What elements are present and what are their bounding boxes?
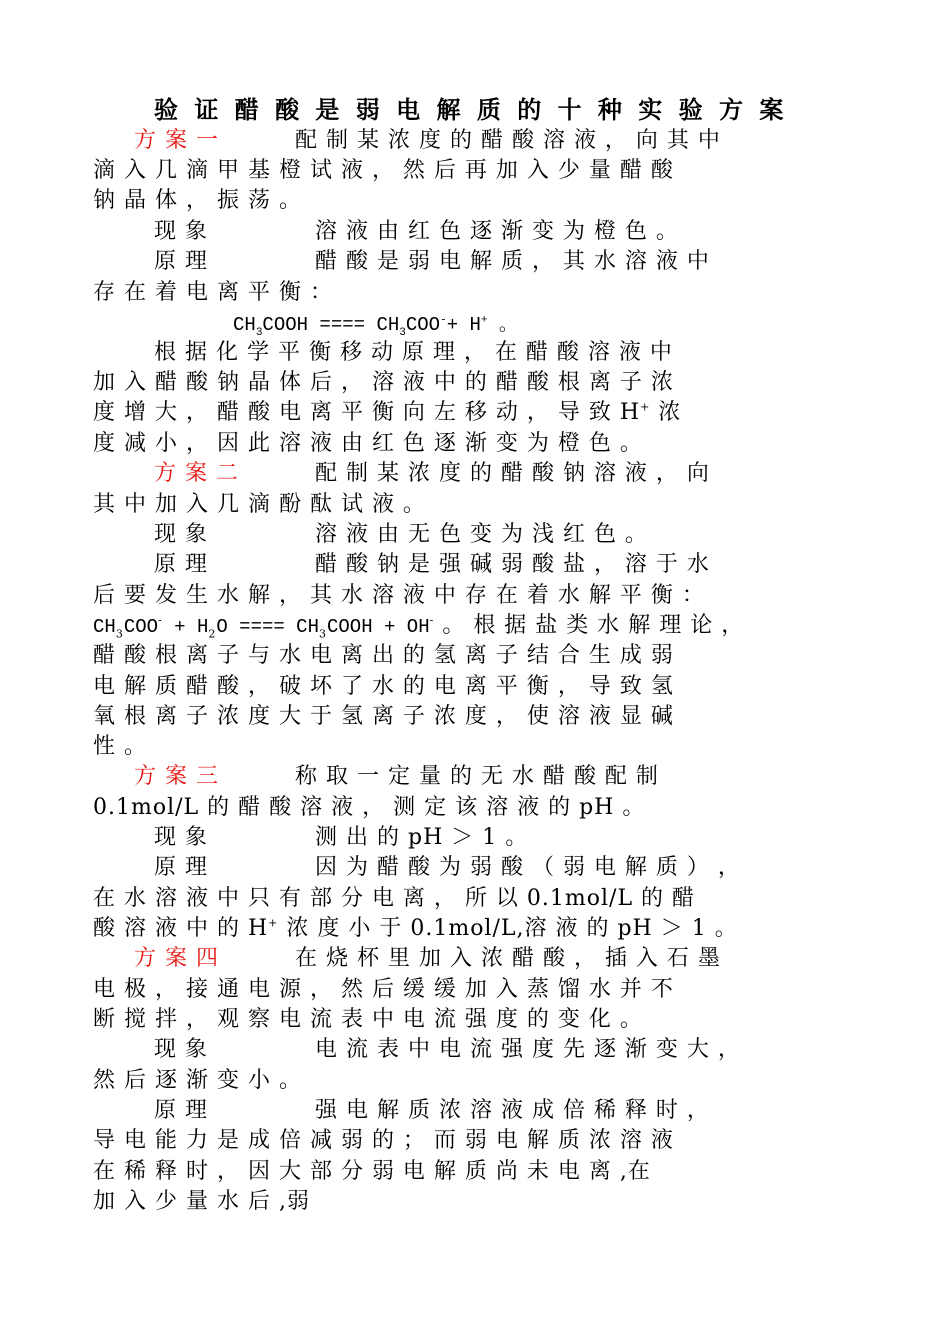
phenomenon-text: 然 后 逐 渐 变 小 。 bbox=[93, 1068, 302, 1093]
principle-text: 度 增 大 ， 醋 酸 电 离 平 衡 向 左 移 动 ， 导 致 H+ 浓 bbox=[93, 400, 682, 425]
principle-text: 酸 溶 液 中 的 H+ 浓 度 小 于 0.1mol/L,溶 液 的 pH ＞ 1 。 bbox=[93, 916, 738, 941]
principle-text: 根 据 化 学 平 衡 移 动 原 理 ， 在 醋 酸 溶 液 中 bbox=[154, 340, 673, 365]
principle-text: 加 入 少 量 水 后 ,弱 bbox=[93, 1189, 310, 1214]
phenomenon-text: 测 出 的 pH ＞ 1 。 bbox=[315, 825, 529, 850]
phenomenon-label: 现 象 bbox=[154, 1037, 208, 1062]
scheme-1-label: 方 案 一 bbox=[134, 128, 219, 153]
principle-text: 强 电 解 质 浓 溶 液 成 倍 稀 释 时 ， bbox=[315, 1098, 710, 1123]
chemical-equation: $CH_3COOH$ ==== $CH_3COO^-+ H^+$ 。 bbox=[233, 314, 518, 339]
phenomenon-text: 溶 液 由 红 色 逐 渐 变 为 橙 色 。 bbox=[315, 219, 679, 244]
principle-text: 后 要 发 生 水 解 ， 其 水 溶 液 中 存 在 着 水 解 平 衡 ： bbox=[93, 583, 705, 608]
document-title: 验 证 醋 酸 是 弱 电 解 质 的 十 种 实 验 方 案 bbox=[154, 95, 788, 124]
principle-label: 原 理 bbox=[154, 552, 208, 577]
scheme-1-text-line: 配 制 某 浓 度 的 醋 酸 溶 液 ， 向 其 中 bbox=[295, 128, 721, 153]
scheme-4-text-line: 断 搅 拌 ， 观 察 电 流 表 中 电 流 强 度 的 变 化 。 bbox=[93, 1007, 643, 1032]
principle-text: 电 解 质 醋 酸 ， 破 坏 了 水 的 电 离 平 衡 ， 导 致 氢 bbox=[93, 674, 674, 699]
scheme-3-text-line: 0.1mol/L 的 醋 酸 溶 液 ， 测 定 该 溶 液 的 pH 。 bbox=[93, 795, 646, 820]
scheme-3-label: 方 案 三 bbox=[134, 764, 219, 789]
scheme-4-text-line: 在 烧 杯 里 加 入 浓 醋 酸 ， 插 入 石 墨 bbox=[295, 946, 721, 971]
scheme-2-text-line: 其 中 加 入 几 滴 酚 酞 试 液 。 bbox=[93, 492, 426, 517]
principle-text: 在 稀 释 时 ， 因 大 部 分 弱 电 解 质 尚 未 电 离 ,在 bbox=[93, 1159, 651, 1184]
scheme-4-label: 方 案 四 bbox=[134, 946, 219, 971]
principle-label: 原 理 bbox=[154, 855, 208, 880]
phenomenon-label: 现 象 bbox=[154, 219, 208, 244]
chemical-equation: $CH_3COO^- + H_2O$ ==== $CH_3COOH + OH^-$ 。 根 据 盐 类 水 解 理 论 ， bbox=[93, 613, 745, 641]
principle-text: 因 为 醋 酸 为 弱 酸 （ 弱 电 解 质 ） ， bbox=[315, 855, 741, 880]
principle-label: 原 理 bbox=[154, 1098, 208, 1123]
principle-text: 氧 根 离 子 浓 度 大 于 氢 离 子 浓 度 ， 使 溶 液 显 碱 bbox=[93, 704, 674, 729]
scheme-1-text-line: 滴 入 几 滴 甲 基 橙 试 液 ， 然 后 再 加 入 少 量 醋 酸 bbox=[93, 158, 674, 183]
principle-text: 导 电 能 力 是 成 倍 减 弱 的 ； 而 弱 电 解 质 浓 溶 液 bbox=[93, 1128, 674, 1153]
principle-text: 加 入 醋 酸 钠 晶 体 后 ， 溶 液 中 的 醋 酸 根 离 子 浓 bbox=[93, 370, 674, 395]
scheme-4-text-line: 电 极 ， 接 通 电 源 ， 然 后 缓 缓 加 入 蒸 馏 水 并 不 bbox=[93, 977, 674, 1002]
phenomenon-text: 电 流 表 中 电 流 强 度 先 逐 渐 变 大 ， bbox=[315, 1037, 741, 1062]
principle-text: 醋 酸 是 弱 电 解 质 ， 其 水 溶 液 中 bbox=[315, 249, 710, 274]
phenomenon-text: 溶 液 由 无 色 变 为 浅 红 色 。 bbox=[315, 522, 648, 547]
scheme-1-text-line: 钠 晶 体 ， 振 荡 。 bbox=[93, 188, 302, 213]
scheme-3-text-line: 称 取 一 定 量 的 无 水 醋 酸 配 制 bbox=[295, 764, 659, 789]
scheme-2-text-line: 配 制 某 浓 度 的 醋 酸 钠 溶 液 ， 向 bbox=[315, 461, 710, 486]
phenomenon-label: 现 象 bbox=[154, 522, 208, 547]
principle-text: 醋 酸 根 离 子 与 水 电 离 出 的 氢 离 子 结 合 生 成 弱 bbox=[93, 643, 674, 668]
principle-text: 醋 酸 钠 是 强 碱 弱 酸 盐 ， 溶 于 水 bbox=[315, 552, 710, 577]
scheme-2-label: 方 案 二 bbox=[154, 461, 239, 486]
principle-text: 度 减 小 ， 因 此 溶 液 由 红 色 逐 渐 变 为 橙 色 。 bbox=[93, 431, 643, 456]
phenomenon-label: 现 象 bbox=[154, 825, 208, 850]
principle-text: 在 水 溶 液 中 只 有 部 分 电 离 ， 所 以 0.1mol/L 的 醋 bbox=[93, 886, 696, 911]
principle-label: 原 理 bbox=[154, 249, 208, 274]
principle-text: 性 。 bbox=[93, 734, 147, 759]
principle-text: 存 在 着 电 离 平 衡 ： bbox=[93, 280, 333, 305]
